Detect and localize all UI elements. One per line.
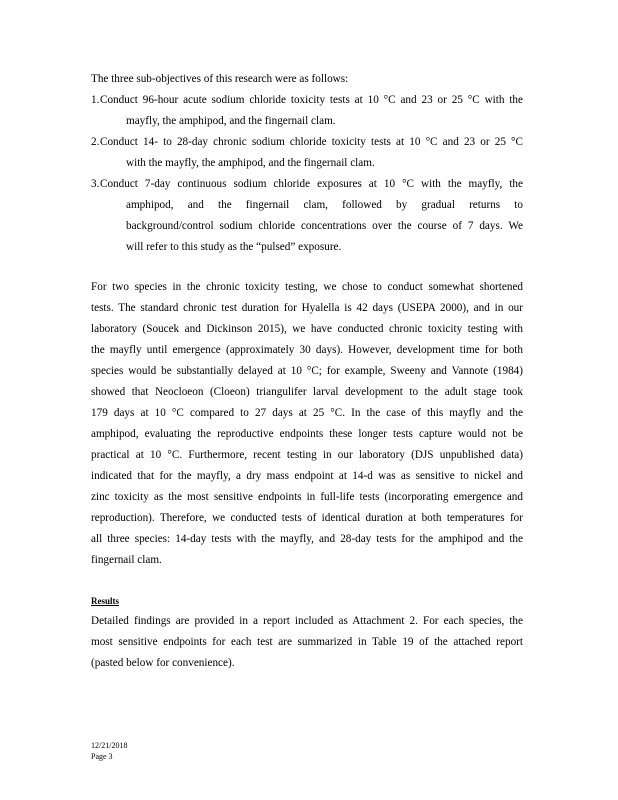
- objective-line: Conduct 7-day continuous sodium chloride exposures at 10 °C with the mayfly, the: [100, 178, 523, 190]
- paragraph-line: reproduction). Therefore, we conducted tests of identical duration at both temperatures for: [91, 512, 523, 524]
- objective-line: mayfly, the amphipod, and the fingernail clam.: [126, 115, 336, 127]
- paragraph-line: tests. The standard chronic test duration for Hyalella is 42 days (USEPA 2000), and in our: [91, 302, 523, 314]
- paragraph-line: 179 days at 10 °C compared to 27 days at 25 °C. In the case of this mayfly and the: [91, 407, 523, 419]
- objective-line: Conduct 96-hour acute sodium chloride toxicity tests at 10 °C and 23 or 25 °C with the: [100, 94, 523, 106]
- page-footer: [91, 740, 127, 762]
- results-paragraph: [91, 611, 523, 674]
- paragraph-line: all three species: 14-day tests with the mayfly, and 28-day tests for the amphipod and the: [91, 533, 523, 545]
- intro-text: The three sub-objectives of this research were as follows:: [91, 73, 349, 85]
- paragraph-line: species would be substantially delayed at 10 °C; for example, Sweeny and Vannote (1984): [91, 365, 523, 377]
- footer-date: 12/21/2018: [91, 741, 128, 750]
- paragraph-line: For two species in the chronic toxicity testing, we chose to conduct somewhat shortened: [91, 281, 523, 293]
- chronic-testing-paragraph: [91, 277, 523, 571]
- paragraph-line: Detailed findings are provided in a report included as Attachment 2. For each species, the: [91, 615, 523, 627]
- paragraph-line: (pasted below for convenience).: [91, 657, 235, 669]
- results-heading: Results: [91, 596, 120, 606]
- paragraph-line: zinc toxicity as the most sensitive endpoints in full-life tests (incorporating emergence and: [91, 491, 523, 503]
- objective-number: 3.: [91, 178, 100, 190]
- intro-paragraph: [91, 69, 523, 90]
- objective-number: 1.: [91, 94, 100, 106]
- paragraph-line: amphipod, evaluating the reproductive endpoints these longer tests capture would not be: [91, 428, 523, 440]
- paragraph-line: showed that Neocloeon (Cloeon) triangulifer larval development to the adult stage took: [91, 386, 523, 398]
- paragraph-line: laboratory (Soucek and Dickinson 2015), we have conducted chronic toxicity testing with: [91, 323, 523, 335]
- paragraph-line: practical at 10 °C. Furthermore, recent testing in our laboratory (DJS unpublished data): [91, 449, 523, 461]
- objective-line: Conduct 14- to 28-day chronic sodium chloride toxicity tests at 10 °C and 23 or 25 °C: [100, 136, 523, 148]
- objective-line: with the mayfly, the amphipod, and the fingernail clam.: [126, 157, 375, 169]
- paragraph-line: fingernail clam.: [91, 554, 162, 566]
- objective-line: amphipod, and the fingernail clam, followed by gradual returns to: [126, 199, 523, 211]
- footer-page-number: Page 3: [91, 752, 113, 761]
- paragraph-line: indicated that for the mayfly, a dry mass endpoint at 14-d was as sensitive to nickel and: [91, 470, 523, 482]
- paragraph-line: most sensitive endpoints for each test are summarized in Table 19 of the attached report: [91, 636, 523, 648]
- objective-item-3: [91, 174, 523, 258]
- objective-item-2: [91, 132, 523, 174]
- objective-item-1: [91, 90, 523, 132]
- objective-line: background/control sodium chloride concentrations over the course of 7 days. We: [126, 220, 523, 232]
- objective-number: 2.: [91, 136, 100, 148]
- paragraph-line: the mayfly until emergence (approximately 30 days). However, development time for both: [91, 344, 523, 356]
- objective-line: will refer to this study as the “pulsed” exposure.: [126, 241, 342, 253]
